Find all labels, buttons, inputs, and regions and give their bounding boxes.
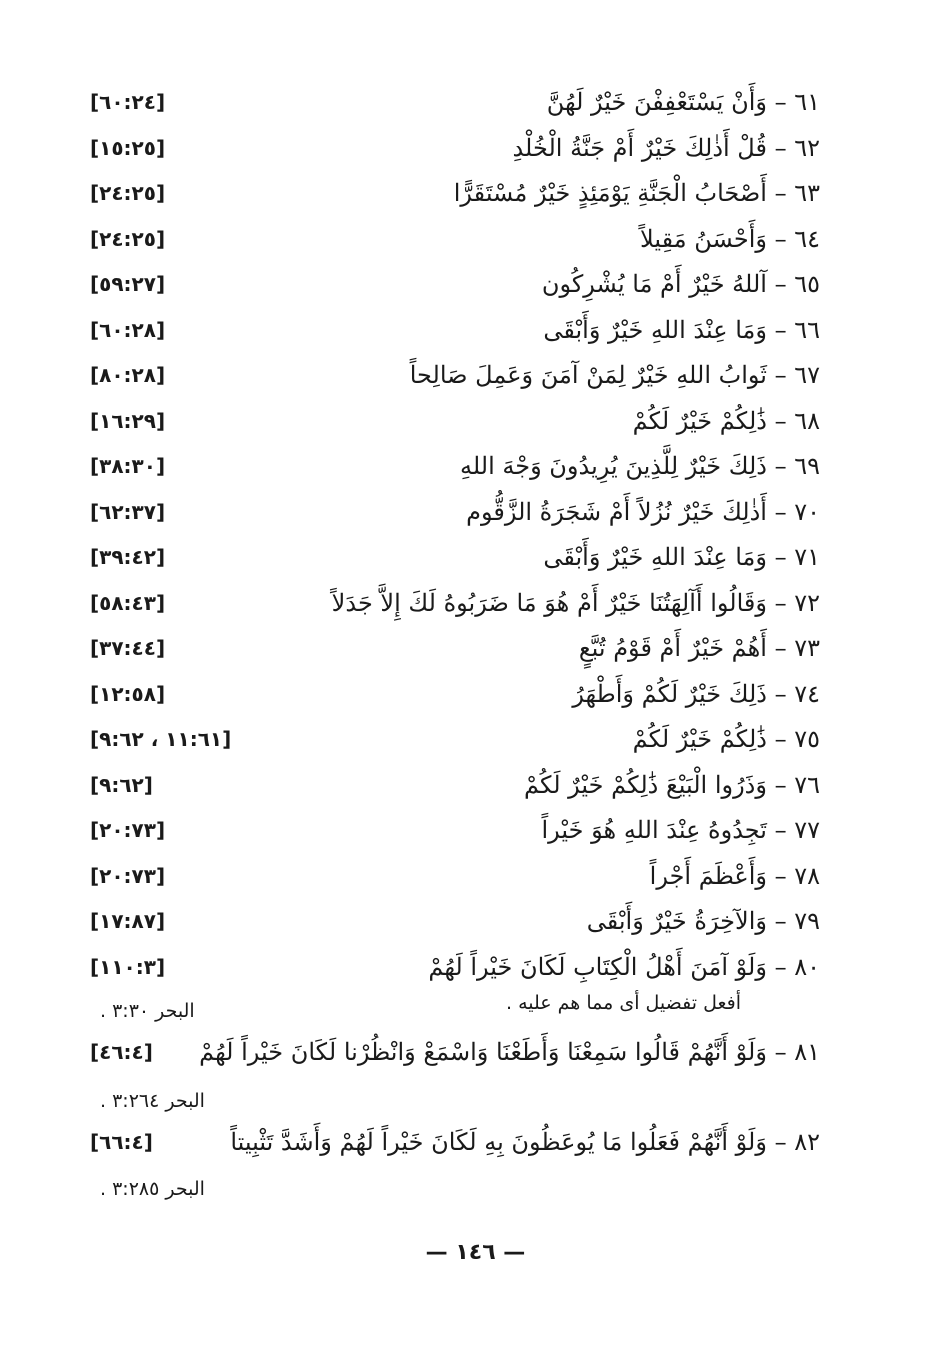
verse-text: ٦٧ – ثَوابُ اللهِ خَيْرٌ لِمَنْ آمَنَ وَعَمِلَ صَالِحاً (409, 361, 820, 389)
verse-reference: [٣٨:٣٠] (90, 454, 166, 478)
verse-row (90, 219, 820, 259)
verse-reference: [٤٦:٤] (90, 1040, 153, 1064)
verse-text: ٨٢ – وَلَوْ أَنَّهُمْ فَعَلُوا مَا يُوعَظُونَ بِهِ لَكَانَ خَيْراً لَهُمْ وَأَشَدَّ تَثْبِيتاً (230, 1128, 820, 1156)
verse-row (90, 856, 820, 896)
verse-row (90, 947, 820, 987)
verse-row-81 (90, 1032, 820, 1072)
verse-row (90, 492, 820, 532)
verse-reference: [٨٠:٢٨] (90, 363, 166, 387)
verse-row (90, 128, 820, 168)
verse-text: ٦٥ – آللهُ خَيْرٌ أَمْ مَا يُشْرِكُون (541, 270, 820, 298)
verse-text: ٦٣ – أَصْحَابُ الْجَنَّةِ يَوْمَئِذٍ خَيْرٌ مُسْتَقَرًّا (453, 179, 820, 207)
verse-reference: [١١:٦١ ، ٩:٦٢] (90, 727, 232, 751)
verse-text: ٦٩ – ذَلِكَ خَيْرٌ لِلَّذِينَ يُرِيدُونَ وَجْهَ اللهِ (459, 452, 820, 480)
verse-row (90, 446, 820, 486)
verse-reference: [٢٤:٢٥] (90, 226, 166, 251)
verse-row (90, 674, 820, 714)
verse-reference: [١٦:٢٩] (90, 408, 166, 433)
verse-reference: [٦٠:٢٤] (90, 90, 166, 114)
verse-row (90, 401, 820, 441)
verse-text: ٧٤ – ذَلِكَ خَيْرٌ لَكُمْ وَأَطْهَرُ (572, 679, 820, 708)
verse-reference: [١٢:٥٨] (90, 681, 166, 706)
verse-text: ٦٨ – ذَٰلِكُمْ خَيْرٌ لَكُمْ (632, 406, 820, 435)
verse-text: ٧٨ – وَأَعْظَمَ أَجْراً (649, 861, 820, 890)
verse-reference: [٦٦:٤] (90, 1130, 153, 1154)
verse-text: ٧٢ – وَقَالُوا أَآلِهَتُنَا خَيْرٌ أَمْ هُوَ مَا ضَرَبُوهُ لَكَ إِلاَّ جَدَلاً (331, 588, 820, 617)
verse-text: ٧٥ – ذَٰلِكُمْ خَيْرٌ لَكُمْ (632, 725, 820, 753)
verse-text: ٧٦ – وَذَرُوا الْبَيْعَ ذَٰلِكُمْ خَيْرٌ لَكُمْ (523, 770, 820, 799)
verse-row (90, 628, 820, 668)
verse-reference: [١١٠:٣] (90, 954, 166, 979)
verse-text: ٦١ – وَأَنْ يَسْتَعْفِفْنَ خَيْرٌ لَهُنَّ (546, 88, 820, 116)
verse-reference: [٦٢:٣٧] (90, 499, 166, 524)
verse-reference: [١٥:٢٥] (90, 135, 166, 160)
verse-text: ٧٣ – أَهُمْ خَيْرٌ أَمْ قَوْمُ تُبَّعٍ (578, 634, 820, 662)
verse-row (90, 810, 820, 850)
verse-reference: [٩:٦٢] (90, 772, 153, 797)
verse-reference: [٣٧:٤٤] (90, 636, 166, 660)
verse-row (90, 719, 820, 759)
verse-row (90, 901, 820, 941)
note-gloss-80: أفعل تفضيل أى مما هم عليه . (505, 992, 741, 1014)
page-number: — ١٤٦ — (425, 1240, 526, 1265)
verse-row (90, 355, 820, 395)
note-source-80: البحر ٣:٣٠ . (100, 1000, 195, 1022)
verse-text: ٧٠ – أَذٰلِكَ خَيْرٌ نُزُلاً أَمْ شَجَرَةُ الزَّقُّوم (466, 497, 820, 526)
verse-text: ٧١ – وَمَا عِنْدَ اللهِ خَيْرٌ وَأَبْقَى (543, 543, 820, 571)
verse-reference: [٢٤:٢٥] (90, 181, 166, 205)
verse-row (90, 765, 820, 805)
verse-text: ٨١ – وَلَوْ أَنَّهُمْ قَالُوا سَمِعْنَا وَأَطَعْنَا وَاسْمَعْ وَانْظُرْنا لَكَانَ خَيْراً لَهُمْ (199, 1038, 820, 1066)
verse-row (90, 583, 820, 623)
note-source-82: البحر ٣:٢٨٥ . (100, 1178, 205, 1200)
verse-row-82 (90, 1122, 820, 1162)
verse-row (90, 537, 820, 577)
verse-text: ٦٦ – وَمَا عِنْدَ اللهِ خَيْرٌ وَأَبْقَى (543, 315, 820, 344)
verse-text: ٦٢ – قُلْ أَذٰلِكَ خَيْرٌ أَمْ جَنَّةُ الْخُلْدِ (512, 133, 820, 162)
verse-text: ٧٩ – وَالآخِرَةُ خَيْرٌ وَأَبْقَى (586, 907, 820, 935)
verse-text: ٧٧ – تَجِدُوهُ عِنْدَ اللهِ هُوَ خَيْراً (541, 816, 820, 844)
verse-reference: [٥٨:٤٣] (90, 590, 166, 615)
verse-row (90, 264, 820, 304)
verse-reference: [٦٠:٢٨] (90, 317, 166, 342)
verse-reference: [٢٠:٧٣] (90, 863, 166, 888)
verse-reference: [٥٩:٢٧] (90, 272, 166, 296)
note-source-81: البحر ٣:٢٦٤ . (100, 1090, 205, 1112)
verse-row (90, 82, 820, 122)
verse-reference: [٣٩:٤٢] (90, 545, 166, 569)
verse-text: ٨٠ – وَلَوْ آمَنَ أَهْلُ الْكِتَابِ لَكَانَ خَيْراً لَهُمْ (428, 952, 820, 981)
verse-row (90, 310, 820, 350)
verse-text: ٦٤ – وَأَحْسَنُ مَقِيلاً (640, 224, 820, 253)
verse-reference: [٢٠:٧٣] (90, 818, 166, 842)
verse-row (90, 173, 820, 213)
verse-reference: [١٧:٨٧] (90, 909, 166, 933)
